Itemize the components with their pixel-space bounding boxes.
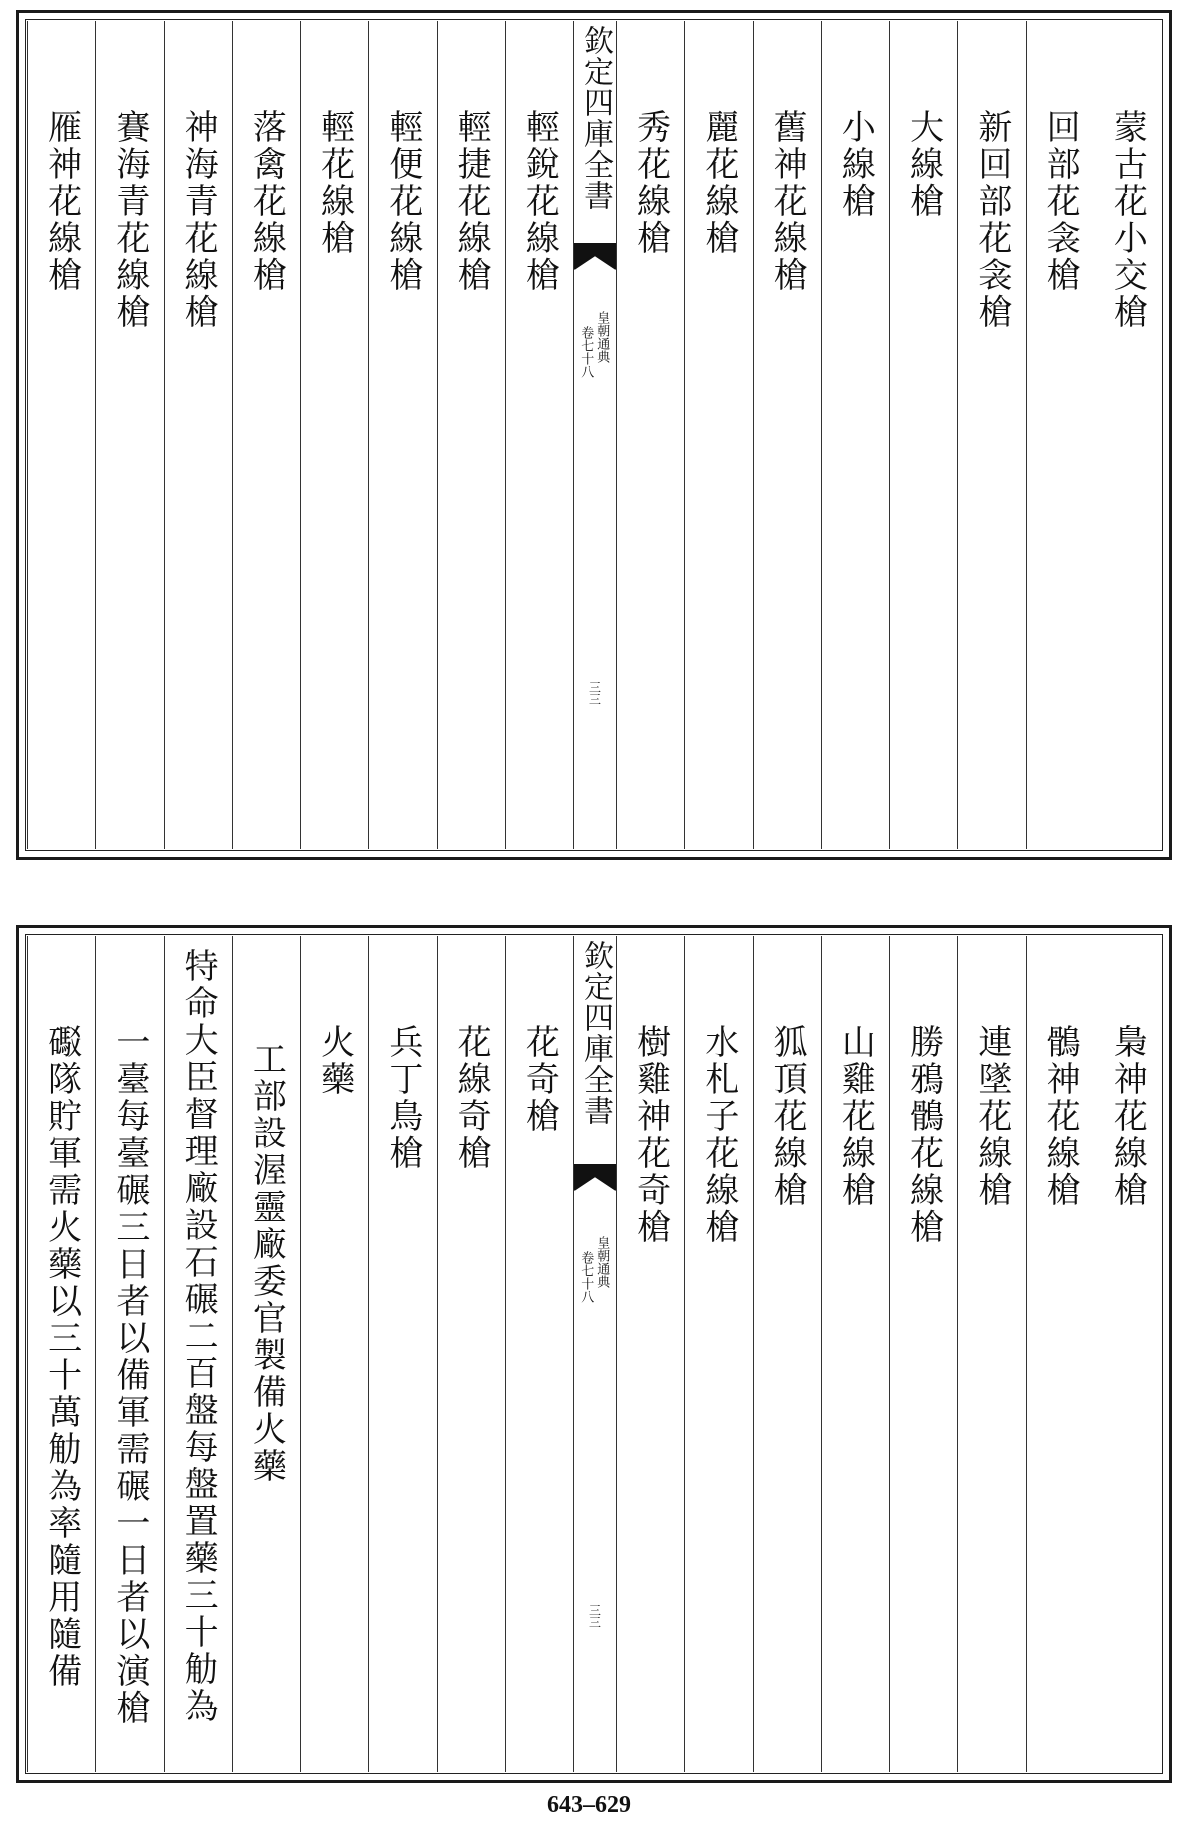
- column-text: 新回部花衾槍: [971, 109, 1012, 331]
- text-column: [232, 936, 300, 1772]
- column-text: 小線槍: [835, 109, 876, 220]
- column-text: 水札子花線槍: [698, 1024, 739, 1246]
- text-column: [684, 21, 752, 849]
- text-column: [753, 21, 821, 849]
- text-column: [889, 21, 957, 849]
- text-column: [300, 936, 368, 1772]
- footer-page-id: 643–629: [547, 1792, 631, 1818]
- column-text: 大線槍: [903, 109, 944, 220]
- column-text: 梟神花線槍: [1107, 1024, 1148, 1209]
- column-text: 兵丁鳥槍: [382, 1024, 423, 1172]
- column-text: 連墜花線槍: [971, 1024, 1012, 1209]
- column-text: 賽海青花線槍: [109, 109, 150, 331]
- text-column: [505, 936, 573, 1772]
- text-column: [1026, 21, 1094, 849]
- fold-volume: 卷七十八: [578, 1251, 594, 1303]
- column-text: 特命大臣督理廠設石碾二百盤每盤置藥三十觔為: [178, 948, 219, 1725]
- fishtail-mark: [574, 1164, 616, 1192]
- text-column: [1094, 936, 1161, 1772]
- text-column: [437, 21, 505, 849]
- column-text: 蒙古花小交槍: [1107, 109, 1148, 331]
- text-column: [437, 936, 505, 1772]
- fold-book-title: 皇朝通典: [594, 1236, 610, 1288]
- column-text: 工部設渥靈廠委官製備火藥: [246, 1041, 287, 1485]
- bottom-page: [16, 925, 1172, 1783]
- column-text: 火藥: [314, 1024, 355, 1098]
- top-columns: [27, 21, 1161, 849]
- fold-column: [573, 21, 616, 849]
- top-page: [16, 10, 1172, 860]
- text-column: [684, 936, 752, 1772]
- column-text: 回部花衾槍: [1040, 109, 1081, 294]
- text-column: [957, 936, 1025, 1772]
- column-text: 山雞花線槍: [835, 1024, 876, 1209]
- fold-title: 欽定四庫全書: [578, 25, 613, 211]
- text-column: [27, 21, 95, 849]
- column-text: 一臺每臺碾三日者以備軍需碾一日者以演槍: [109, 1024, 150, 1727]
- text-column: [957, 21, 1025, 849]
- fold-column: [573, 936, 616, 1772]
- column-text: 輕捷花線槍: [451, 109, 492, 294]
- text-column: [164, 21, 232, 849]
- text-column: [821, 936, 889, 1772]
- column-text: 勝鴉鶻花線槍: [903, 1024, 944, 1246]
- text-column: [1026, 936, 1094, 1772]
- column-text: 輕花線槍: [314, 109, 355, 257]
- column-text: 麗花線槍: [698, 109, 739, 257]
- text-column: [821, 21, 889, 849]
- fold-page-number: 三三: [587, 1604, 602, 1628]
- text-column: [27, 936, 95, 1772]
- text-column: [300, 21, 368, 849]
- text-column: [368, 936, 436, 1772]
- text-column: [232, 21, 300, 849]
- column-text: 花線奇槍: [451, 1024, 492, 1172]
- column-text: 鶻神花線槍: [1040, 1024, 1081, 1209]
- column-text: 輕銳花線槍: [519, 109, 560, 294]
- text-column: [616, 936, 684, 1772]
- fishtail-mark: [574, 243, 616, 271]
- fold-title: 欽定四庫全書: [578, 940, 613, 1126]
- text-column: [616, 21, 684, 849]
- text-column: [368, 21, 436, 849]
- column-text: 神海青花線槍: [178, 109, 219, 331]
- column-text: 花奇槍: [519, 1024, 560, 1135]
- text-column: [164, 936, 232, 1772]
- text-column: [753, 936, 821, 1772]
- column-text: 落禽花線槍: [246, 109, 287, 294]
- fold-book-title: 皇朝通典: [594, 311, 610, 363]
- fold-page-number: 三三: [587, 681, 602, 705]
- text-column: [95, 936, 163, 1772]
- column-text: 秀花線槍: [630, 109, 671, 257]
- column-text: 輕便花線槍: [382, 109, 423, 294]
- column-text: 樹雞神花奇槍: [630, 1024, 671, 1246]
- column-text: 礟隊貯軍需火藥以三十萬觔為率隨用隨備: [41, 1024, 82, 1690]
- column-text: 雁神花線槍: [41, 109, 82, 294]
- column-text: 舊神花線槍: [767, 109, 808, 294]
- column-text: 狐頂花線槍: [767, 1024, 808, 1209]
- fold-volume: 卷七十八: [578, 326, 594, 378]
- text-column: [1094, 21, 1161, 849]
- text-column: [505, 21, 573, 849]
- bottom-columns: [27, 936, 1161, 1772]
- text-column: [889, 936, 957, 1772]
- text-column: [95, 21, 163, 849]
